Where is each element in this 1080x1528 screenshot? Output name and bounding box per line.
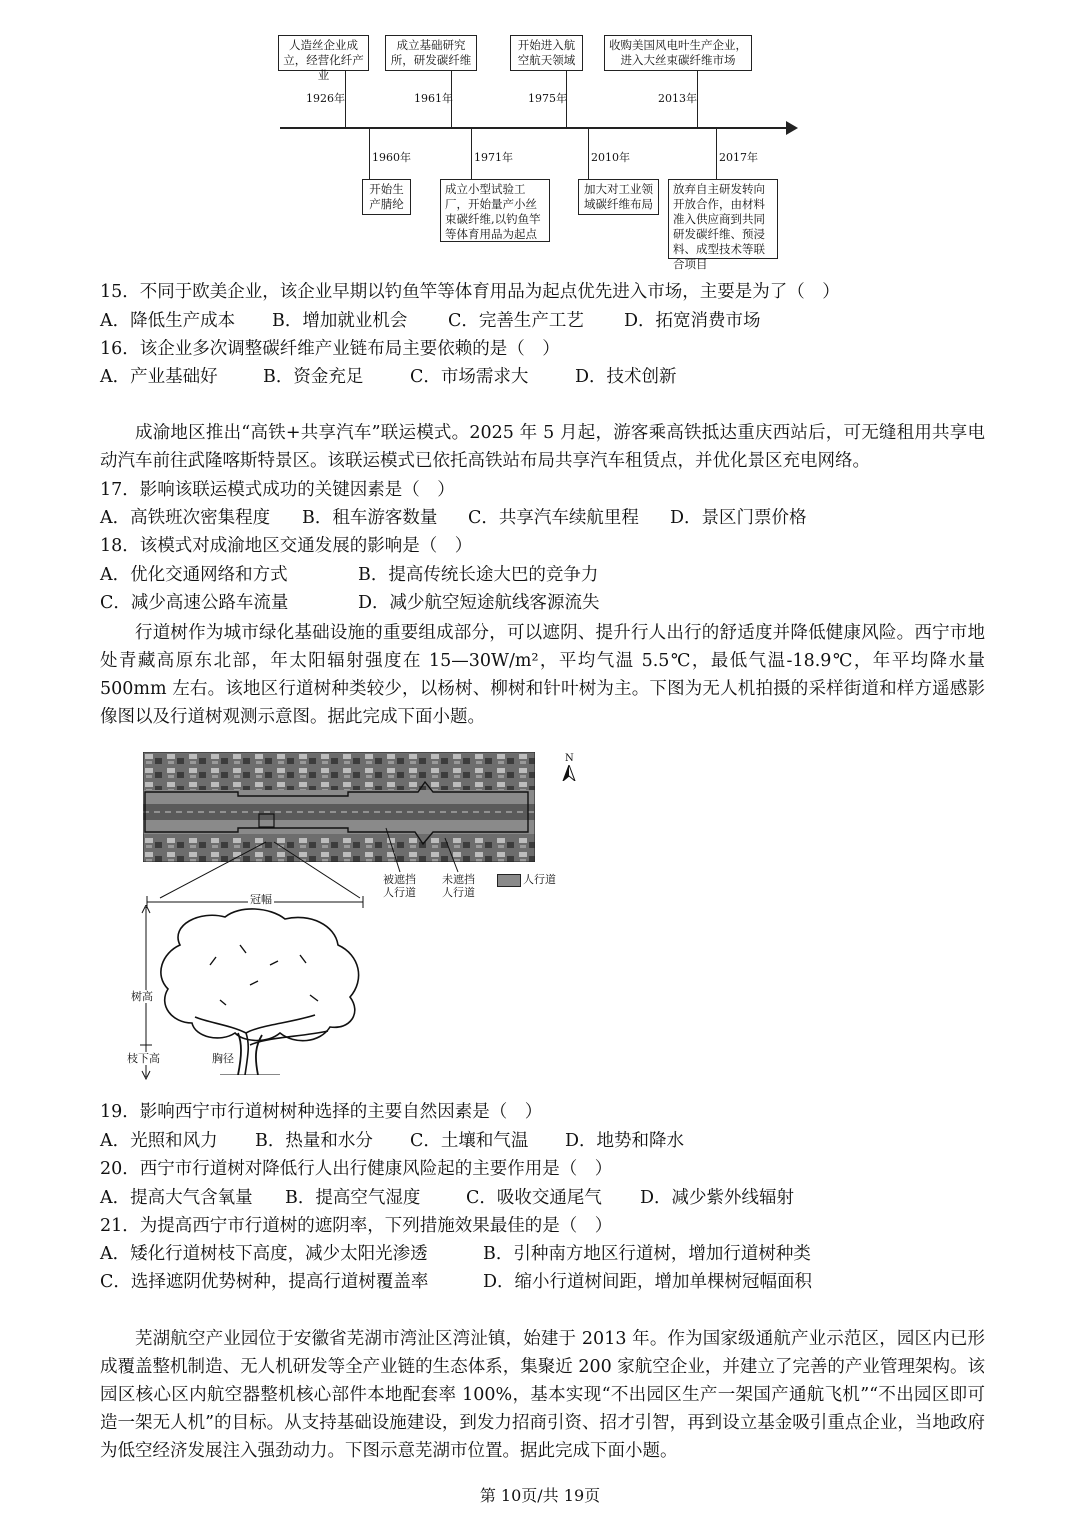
- timeline-year-2013: 2013年: [658, 92, 697, 105]
- north-label: N: [565, 753, 574, 764]
- option-b: B．提高传统长途大巴的竞争力: [358, 565, 599, 585]
- option-c: C．完善生产工艺: [448, 311, 584, 331]
- timeline-box-1960: 开始生产腈纶: [362, 179, 411, 215]
- legend-label: 人行道: [523, 873, 556, 886]
- timeline-year-1960: 1960年: [372, 151, 411, 164]
- tree-illustration: [150, 905, 370, 1075]
- legend-swatch: [497, 874, 521, 887]
- question-20: 20．西宁市行道树对降低行人出行健康风险起的主要作用是（ ）: [100, 1159, 613, 1179]
- timeline-box-1926: 人造丝企业成立，经营化纤产业: [278, 35, 369, 71]
- passage-xining: 行道树作为城市绿化基础设施的重要组成部分，可以遮阴、提升行人出行的舒适度并降低健康风险。西宁市地处青藏高原东北部，年太阳辐射强度在 15—30W/m²，平均气温 5.5℃，最低气温-18.9℃，年平均降水量 500mm 左右。该地区行道树种类较少，以杨树、柳树和针叶树为主。下图为无人机拍摄的采样街道和样方遥感影像图以及行道树观测示意图。据此完成下面小题。: [100, 623, 985, 727]
- timeline-box-1975: 开始进入航空航天领域: [510, 35, 583, 71]
- under-branch-height-label: 枝下高: [127, 1052, 160, 1065]
- option-d: D．拓宽消费市场: [624, 311, 761, 331]
- option-d: D．景区门票价格: [670, 508, 807, 528]
- question-21: 21．为提高西宁市行道树的遮阴率，下列措施效果最佳的是（ ）: [100, 1216, 613, 1236]
- option-a: A．矮化行道树枝下高度，减少太阳光渗透: [100, 1244, 428, 1264]
- unshaded-sidewalk-label: 未遮挡人行道: [442, 873, 475, 899]
- option-d: D．技术创新: [575, 367, 677, 387]
- timeline-year-1975: 1975年: [528, 92, 567, 105]
- option-d: D．地势和降水: [565, 1131, 685, 1151]
- option-c: C．减少高速公路车流量: [100, 593, 289, 613]
- timeline-box-2017: 放弃自主研发转向开放合作，由材料准入供应商到共同研发碳纤维、预浸料、成型技术等联合项目: [668, 179, 778, 259]
- tree-height-label: 树高: [131, 990, 153, 1003]
- shaded-sidewalk-label: 被遮挡人行道: [383, 873, 416, 899]
- option-a: A．优化交通网络和方式: [100, 565, 288, 585]
- option-b: B．增加就业机会: [272, 311, 408, 331]
- option-a: A．光照和风力: [100, 1131, 218, 1151]
- option-d: D．减少紫外线辐射: [640, 1188, 795, 1208]
- option-a: A．产业基础好: [100, 367, 218, 387]
- question-19: 19．影响西宁市行道树树种选择的主要自然因素是（ ）: [100, 1102, 543, 1122]
- crown-width-label: 冠幅: [250, 893, 272, 906]
- option-a: A．高铁班次密集程度: [100, 508, 271, 528]
- timeline-year-1961: 1961年: [414, 92, 453, 105]
- timeline-box-2010: 加大对工业领域碳纤维布局: [578, 179, 659, 215]
- timeline-year-2017: 2017年: [719, 151, 758, 164]
- option-c: C．共享汽车续航里程: [468, 508, 639, 528]
- timeline-year-2010: 2010年: [591, 151, 630, 164]
- dbh-label: 胸径: [212, 1052, 234, 1065]
- option-d: D．缩小行道树间距，增加单棵树冠幅面积: [483, 1272, 813, 1292]
- timeline-axis: [280, 127, 788, 129]
- option-b: B．热量和水分: [255, 1131, 373, 1151]
- question-15: 15．不同于欧美企业，该企业早期以钓鱼竿等体育用品为起点优先进入市场，主要是为了（ ）: [100, 282, 840, 302]
- option-b: B．提高空气湿度: [285, 1188, 421, 1208]
- north-arrow-icon: [562, 765, 576, 781]
- question-17: 17．影响该联运模式成功的关键因素是（ ）: [100, 480, 455, 500]
- option-b: B．资金充足: [263, 367, 364, 387]
- option-b: B．租车游客数量: [302, 508, 438, 528]
- timeline-year-1926: 1926年: [306, 92, 345, 105]
- option-d: D．减少航空短途航线客源流失: [358, 593, 600, 613]
- passage-chengyu: 成渝地区推出“高铁+共享汽车”联运模式。2025 年 5 月起，游客乘高铁抵达重庆西站后，可无缝租用共享电动汽车前往武隆喀斯特景区。该联运模式已依托高铁站布局共享汽车租赁点，并优化景区充电网络。: [100, 423, 985, 471]
- question-16: 16．该企业多次调整碳纤维产业链布局主要依赖的是（ ）: [100, 339, 560, 359]
- timeline-year-1971: 1971年: [474, 151, 513, 164]
- page-footer: 第 10页/共 19页: [479, 1486, 601, 1505]
- timeline-box-1961: 成立基础研究所，研发碳纤维: [385, 35, 477, 71]
- option-c: C．选择遮阴优势树种，提高行道树覆盖率: [100, 1272, 429, 1292]
- passage-wuhu: 芜湖航空产业园位于安徽省芜湖市湾沚区湾沚镇，始建于 2013 年。作为国家级通航产业示范区，园区内已形成覆盖整机制造、无人机研发等全产业链的生态体系，集聚近 200 家航空企业，并建立了完善的产业管理架构。该园区核心区内航空器整机核心部件本地配套率 100%，基本实现“不出园区生产一架国产通航飞机”“不出园区即可造一架无人机”的目标。从支持基础设施建设，到发力招商引资、招才引智，再到设立基金吸引重点企业，当地政府为低空经济发展注入强劲动力。下图示意芜湖市位置。据此完成下面小题。: [100, 1329, 985, 1461]
- timeline-arrow-icon: [786, 121, 798, 135]
- option-c: C．土壤和气温: [410, 1131, 529, 1151]
- option-c: C．市场需求大: [410, 367, 529, 387]
- option-a: A．提高大气含氧量: [100, 1188, 253, 1208]
- question-18: 18．该模式对成渝地区交通发展的影响是（ ）: [100, 536, 473, 556]
- option-c: C．吸收交通尾气: [466, 1188, 602, 1208]
- option-b: B．引种南方地区行道树，增加行道树种类: [483, 1244, 811, 1264]
- option-a: A．降低生产成本: [100, 311, 236, 331]
- timeline-box-2013: 收购美国风电叶生产企业，进入大丝束碳纤维市场: [604, 35, 752, 71]
- timeline-box-1971: 成立小型试验工厂，开始量产小丝束碳纤维,以钓鱼竿等体育用品为起点: [440, 179, 550, 242]
